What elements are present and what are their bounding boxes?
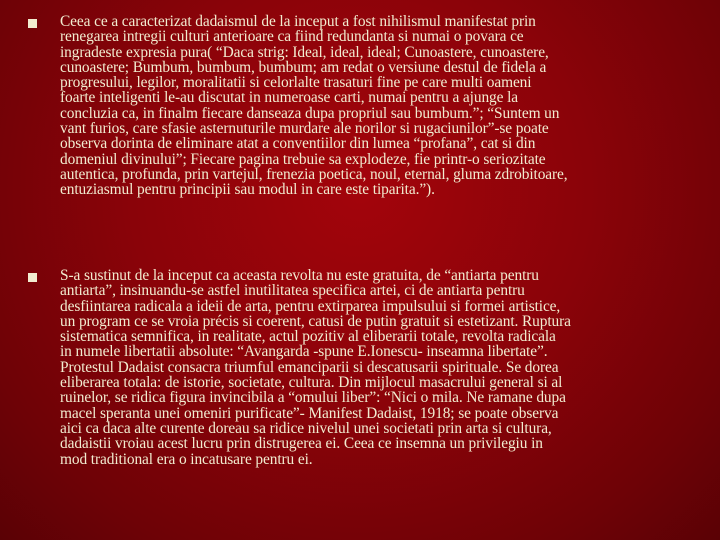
bullet-text: S-a sustinut de la inceput ca aceasta revolta nu este gratuita, de “antiarta pentru antiarta”, insinuandu-se astfel inutilitatea specifica artei, ci de antiarta pentru desfiintarea radicala a ideii de arta, pentru extirparea impulsului si formei artistice, un program ce se vroia précis si coerent, catusi de putin gratuit si estetizant. Ruptura sistematica semnifica, in realitate, actul pozitiv al eliberarii totale, revolta radicala in numele libertatii absolute: “Avangarda -spune E.Ionescu- inseamna libertate”. Protestul Dadaist consacra triumful emanciparii si descatusarii spirituale. Se dorea eliberarea totala: de istorie, societate, cultura. Din mijlocul masacrului general si al ruinelor, se ridica figura invincibila a “omului liber”: “Nici o mila. Ne ramane dupa macel speranta unei omeniri purificate”- Manifest Dadaist, 1918; se poate observa aici ca daca alte curente doreau sa ridice nivelul unei societati prin arta si cultura, dadaistii vroiau acest lucru prin distrugerea ei. Ceea ce insemna un privilegiu in mod traditional era o incatusare pentru ei. <box>60 267 571 468</box>
square-bullet-icon <box>28 19 37 28</box>
square-bullet-icon <box>28 273 37 282</box>
bullet-text: Ceea ce a caracterizat dadaismul de la inceput a fost nihilismul manifestat prin renegarea intregii culturi anterioare ca fiind redundanta si numai o povara ce ingradeste expresia pura( “Daca strig: Ideal, ideal, ideal; Cunoastere, cunoastere, cunoastere; Bumbum, bumbum, bumbum; am redat o versiune destul de fidela a progresului, legilor, moralitatii si celorlalte trasaturi fine pe care multi oameni foarte inteligenti le-au discutat in numeroase carti, numai pentru a ajunge la concluzia ca, in finalm fiecare danseaza dupa propriul sau bumbum.”; “Suntem un vant furios, care sfasie asternuturile murdare ale norilor si rugaciunilor”-se poate observa dorinta de eliminare atat a conventiilor din lumea “profana”, cat si din domeniul divinului”; Fiecare pagina trebuie sa explodeze, fie printr-o seriozitate autentica, profunda, prin vartejul, frenezia poetica, noul, eternal, gluma zdrobitoare, entuziasmul pentru principii sau modul in care este tiparita.”). <box>60 13 568 199</box>
